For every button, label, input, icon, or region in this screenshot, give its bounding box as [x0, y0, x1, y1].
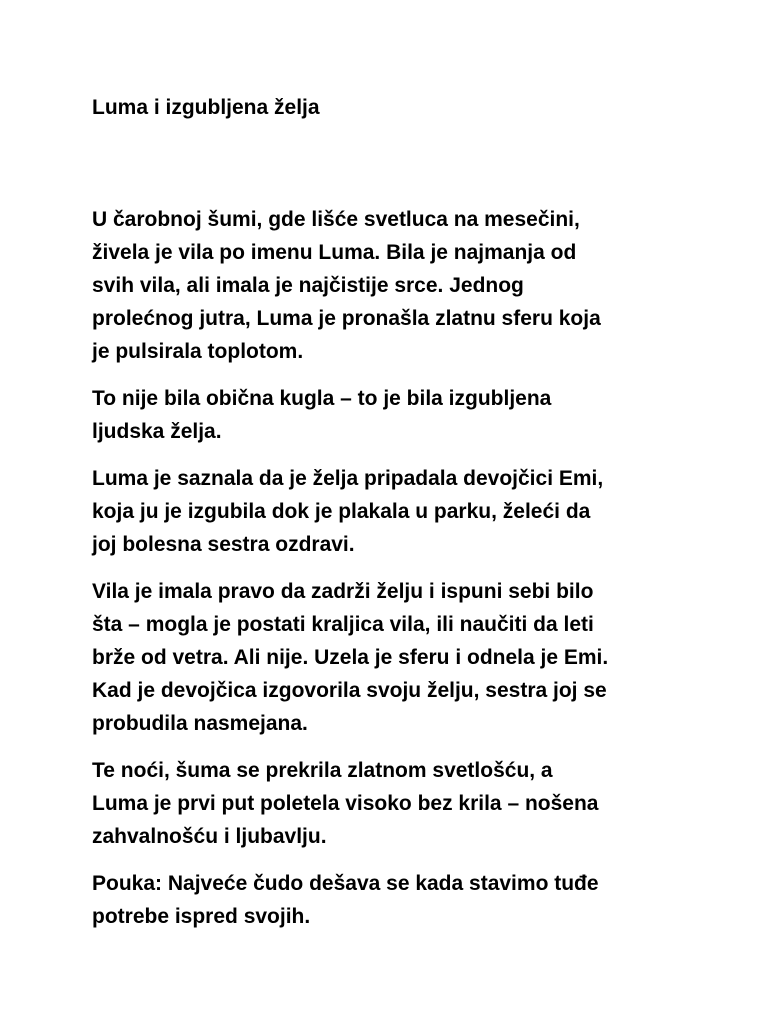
paragraph-line: probudila nasmejana.	[92, 712, 308, 735]
paragraph-line: Pouka: Najveće čudo dešava se kada stavimo tuđe	[92, 872, 599, 895]
paragraph-line: U čarobnoj šumi, gde lišće svetluca na mesečini,	[92, 208, 580, 231]
paragraph-5	[92, 754, 692, 853]
paragraph-line: je pulsirala toplotom.	[92, 340, 304, 363]
paragraph-line: Luma je saznala da je želja pripadala devojčici Emi,	[92, 467, 604, 490]
paragraph-line: joj bolesna sestra ozdravi.	[92, 533, 355, 556]
paragraph-2	[92, 382, 692, 448]
paragraph-6-moral	[92, 867, 692, 933]
paragraph-line: To nije bila obična kugla – to je bila izgubljena	[92, 387, 552, 410]
paragraph-line: svih vila, ali imala je najčistije srce. Jednog	[92, 274, 524, 297]
paragraph-line: ljudska želja.	[92, 420, 222, 443]
paragraph-line: šta – mogla je postati kraljica vila, ili naučiti da leti	[92, 613, 594, 636]
paragraph-line: prolećnog jutra, Luma je pronašla zlatnu sferu koja	[92, 307, 601, 330]
paragraph-1	[92, 203, 692, 368]
paragraph-line: Luma je prvi put poletela visoko bez krila – nošena	[92, 792, 599, 815]
paragraph-line: koja ju je izgubila dok je plakala u parku, želeći da	[92, 500, 591, 523]
paragraph-line: Vila je imala pravo da zadrži želju i ispuni sebi bilo	[92, 580, 594, 603]
paragraph-line: Kad je devojčica izgovorila svoju želju, sestra joj se	[92, 679, 607, 702]
paragraph-4	[92, 575, 692, 740]
paragraph-3	[92, 462, 692, 561]
paragraph-line: zahvalnošću i ljubavlju.	[92, 825, 327, 848]
paragraph-line: potrebe ispred svojih.	[92, 905, 311, 928]
paragraph-line: živela je vila po imenu Luma. Bila je najmanja od	[92, 241, 577, 264]
paragraph-line: Te noći, šuma se prekrila zlatnom svetlošću, a	[92, 759, 553, 782]
paragraph-line: brže od vetra. Ali nije. Uzela je sferu i odnela je Emi.	[92, 646, 609, 669]
document-title: Luma i izgubljena želja	[92, 96, 320, 119]
document-body	[92, 203, 692, 947]
